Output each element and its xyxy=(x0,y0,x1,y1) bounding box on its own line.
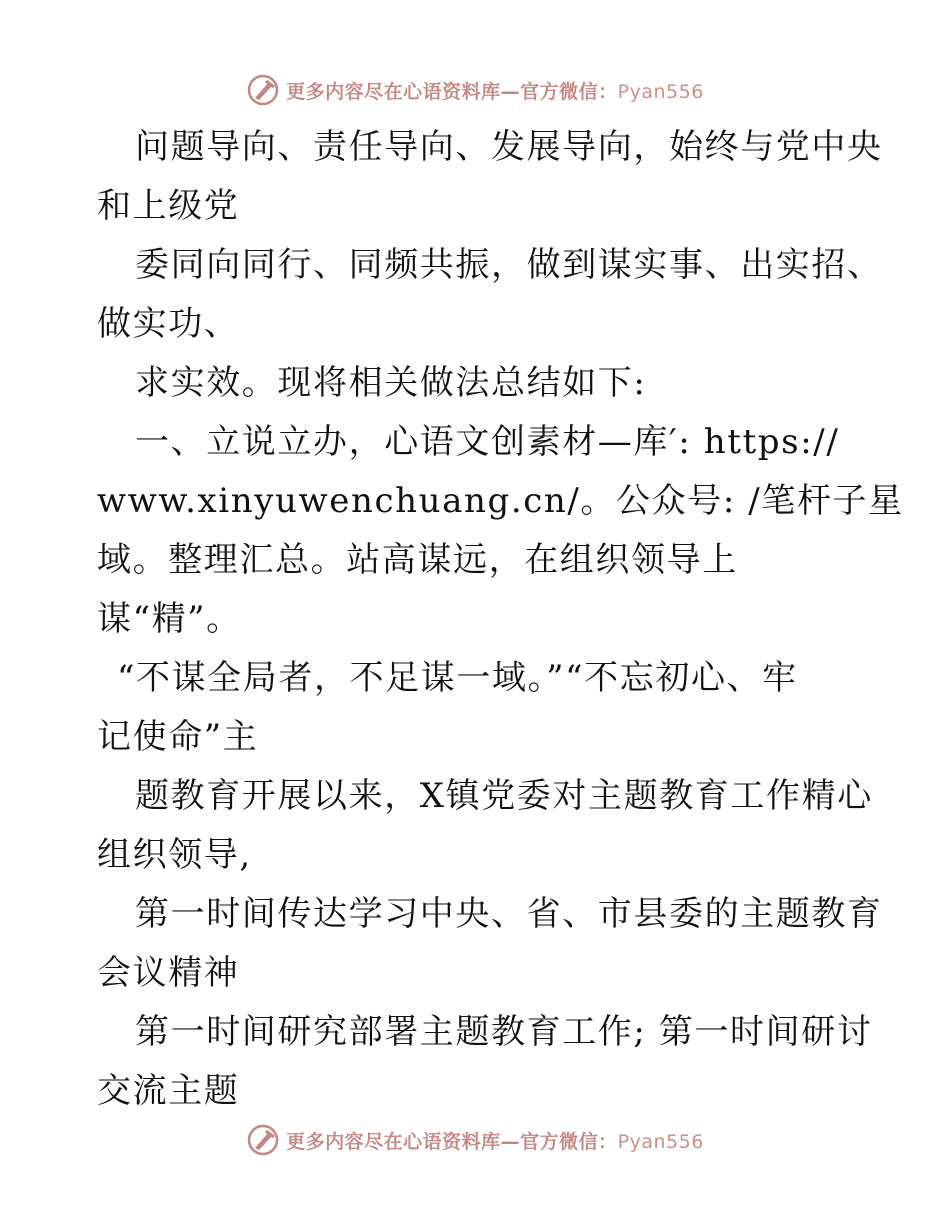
text-line: 谋“精”。 xyxy=(97,599,242,639)
text-line: 记使命”主 xyxy=(97,717,259,757)
text-line: 第一时间研究部署主题教育工作; 第一时间研讨 xyxy=(135,1012,873,1052)
text-line: 交流主题 xyxy=(97,1071,240,1111)
document-body xyxy=(97,118,904,1121)
watermark-text: 更多内容尽在心语资料库—官方微信：Pyan556 xyxy=(286,1130,704,1153)
text-line: 做实功、 xyxy=(97,304,240,344)
text-line: 第一时间传达学习中央、省、市县委的主题教育 xyxy=(135,894,883,934)
header-watermark xyxy=(0,70,950,110)
text-line: 域。整理汇总。站高谋远，在组织领导上 xyxy=(97,540,738,580)
text-line: 求实效。现将相关做法总结如下: xyxy=(135,363,647,403)
footer-watermark xyxy=(0,1120,950,1160)
text-line: 一、立说立办，心语文创素材—库′: https:// xyxy=(135,422,840,462)
text-line: 和上级党 xyxy=(97,186,240,226)
pen-logo-icon xyxy=(246,73,280,107)
text-line: 委同向同行、同频共振，做到谋实事、出实招、 xyxy=(135,245,883,285)
watermark-text: 更多内容尽在心语资料库—官方微信：Pyan556 xyxy=(286,80,704,103)
text-line: 问题导向、责任导向、发展导向，始终与党中央 xyxy=(135,127,883,167)
text-line: www.xinyuwenchuang.cn/。公众号: /笔杆子星 xyxy=(97,481,904,521)
text-line: 组织领导, xyxy=(97,835,252,875)
text-line: 题教育开展以来，X镇党委对主题教育工作精心 xyxy=(135,776,873,816)
text-line: 会议精神 xyxy=(97,953,240,993)
text-line: “不谋全局者，不足谋一域。”“不忘初心、牢 xyxy=(117,658,798,698)
pen-logo-icon xyxy=(246,1123,280,1157)
